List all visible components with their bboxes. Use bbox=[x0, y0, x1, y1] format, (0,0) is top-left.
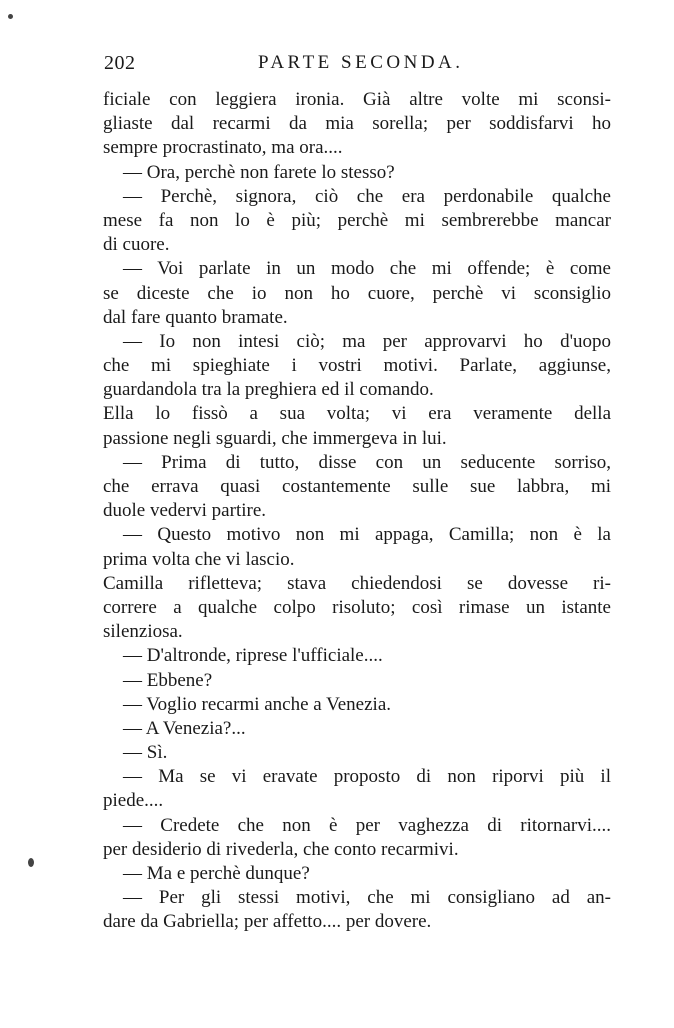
text-line: — Perchè, signora, ciò che era perdonabile qualche bbox=[123, 185, 611, 207]
text-line: — Io non intesi ciò; ma per approvarvi ho d'uopo bbox=[123, 330, 611, 352]
text-line: di cuore. bbox=[103, 234, 170, 256]
paper-speck bbox=[8, 14, 13, 19]
text-line: — Ma se vi eravate proposto di non riporvi più il bbox=[123, 766, 611, 788]
text-line: Camilla rifletteva; stava chiedendosi se dovesse ri- bbox=[103, 572, 611, 594]
text-line: gliaste dal recarmi da mia sorella; per soddisfarvi ho bbox=[103, 113, 611, 135]
paper-speck bbox=[28, 858, 34, 867]
section-title: PARTE SECONDA. bbox=[258, 52, 464, 73]
text-line: — Ebbene? bbox=[123, 669, 213, 691]
body-text bbox=[103, 88, 611, 935]
text-line: duole vedervi partire. bbox=[103, 500, 267, 522]
text-line: — Sì. bbox=[123, 742, 168, 764]
text-line: — Ma e perchè dunque? bbox=[123, 863, 310, 884]
text-line: dare da Gabriella; per affetto.... per dovere. bbox=[103, 911, 432, 933]
text-line: Ella lo fissò a sua volta; vi era veramente della bbox=[103, 403, 611, 425]
running-header bbox=[104, 52, 604, 82]
text-line: ficiale con leggiera ironia. Già altre volte mi sconsi- bbox=[103, 89, 611, 110]
text-line: — Ora, perchè non farete lo stesso? bbox=[123, 161, 395, 183]
text-line: — Credete che non è per vaghezza di ritornarvi.... bbox=[123, 814, 611, 836]
text-line: — A Venezia?... bbox=[123, 717, 246, 739]
text-line: — Per gli stessi motivi, che mi consigliano ad an- bbox=[123, 887, 611, 909]
text-line: — Voi parlate in un modo che mi offende; è come bbox=[123, 258, 611, 280]
text-line: — Voglio recarmi anche a Venezia. bbox=[123, 693, 392, 715]
text-line: che mi spieghiate i vostri motivi. Parlate, aggiunse, bbox=[103, 355, 611, 377]
text-line: passione negli sguardi, che immergeva in lui. bbox=[103, 427, 447, 449]
text-line: — Prima di tutto, disse con un seducente sorriso, bbox=[123, 451, 611, 473]
text-line: piede.... bbox=[103, 790, 164, 812]
text-line: che errava quasi costantemente sulle sue labbra, mi bbox=[103, 476, 611, 497]
text-line: — Questo motivo non mi appaga, Camilla; non è la bbox=[123, 524, 611, 546]
text-line: silenziosa. bbox=[103, 621, 183, 643]
text-line: per desiderio di rivederla, che conto recarmivi. bbox=[103, 838, 459, 860]
text-line: sempre procrastinato, ma ora.... bbox=[103, 137, 343, 159]
text-line: mese fa non lo è più; perchè mi sembrerebbe mancar bbox=[103, 209, 611, 231]
text-line: — D'altronde, riprese l'ufficiale.... bbox=[123, 645, 383, 667]
page-number: 202 bbox=[104, 52, 136, 74]
text-line: prima volta che vi lascio. bbox=[103, 548, 295, 570]
text-line: se diceste che io non ho cuore, perchè vi sconsiglio bbox=[103, 282, 611, 304]
text-line: dal fare quanto bramate. bbox=[103, 306, 288, 328]
text-line: correre a qualche colpo risoluto; così rimase un istante bbox=[103, 596, 611, 618]
text-line: guardandola tra la preghiera ed il comando. bbox=[103, 379, 434, 401]
